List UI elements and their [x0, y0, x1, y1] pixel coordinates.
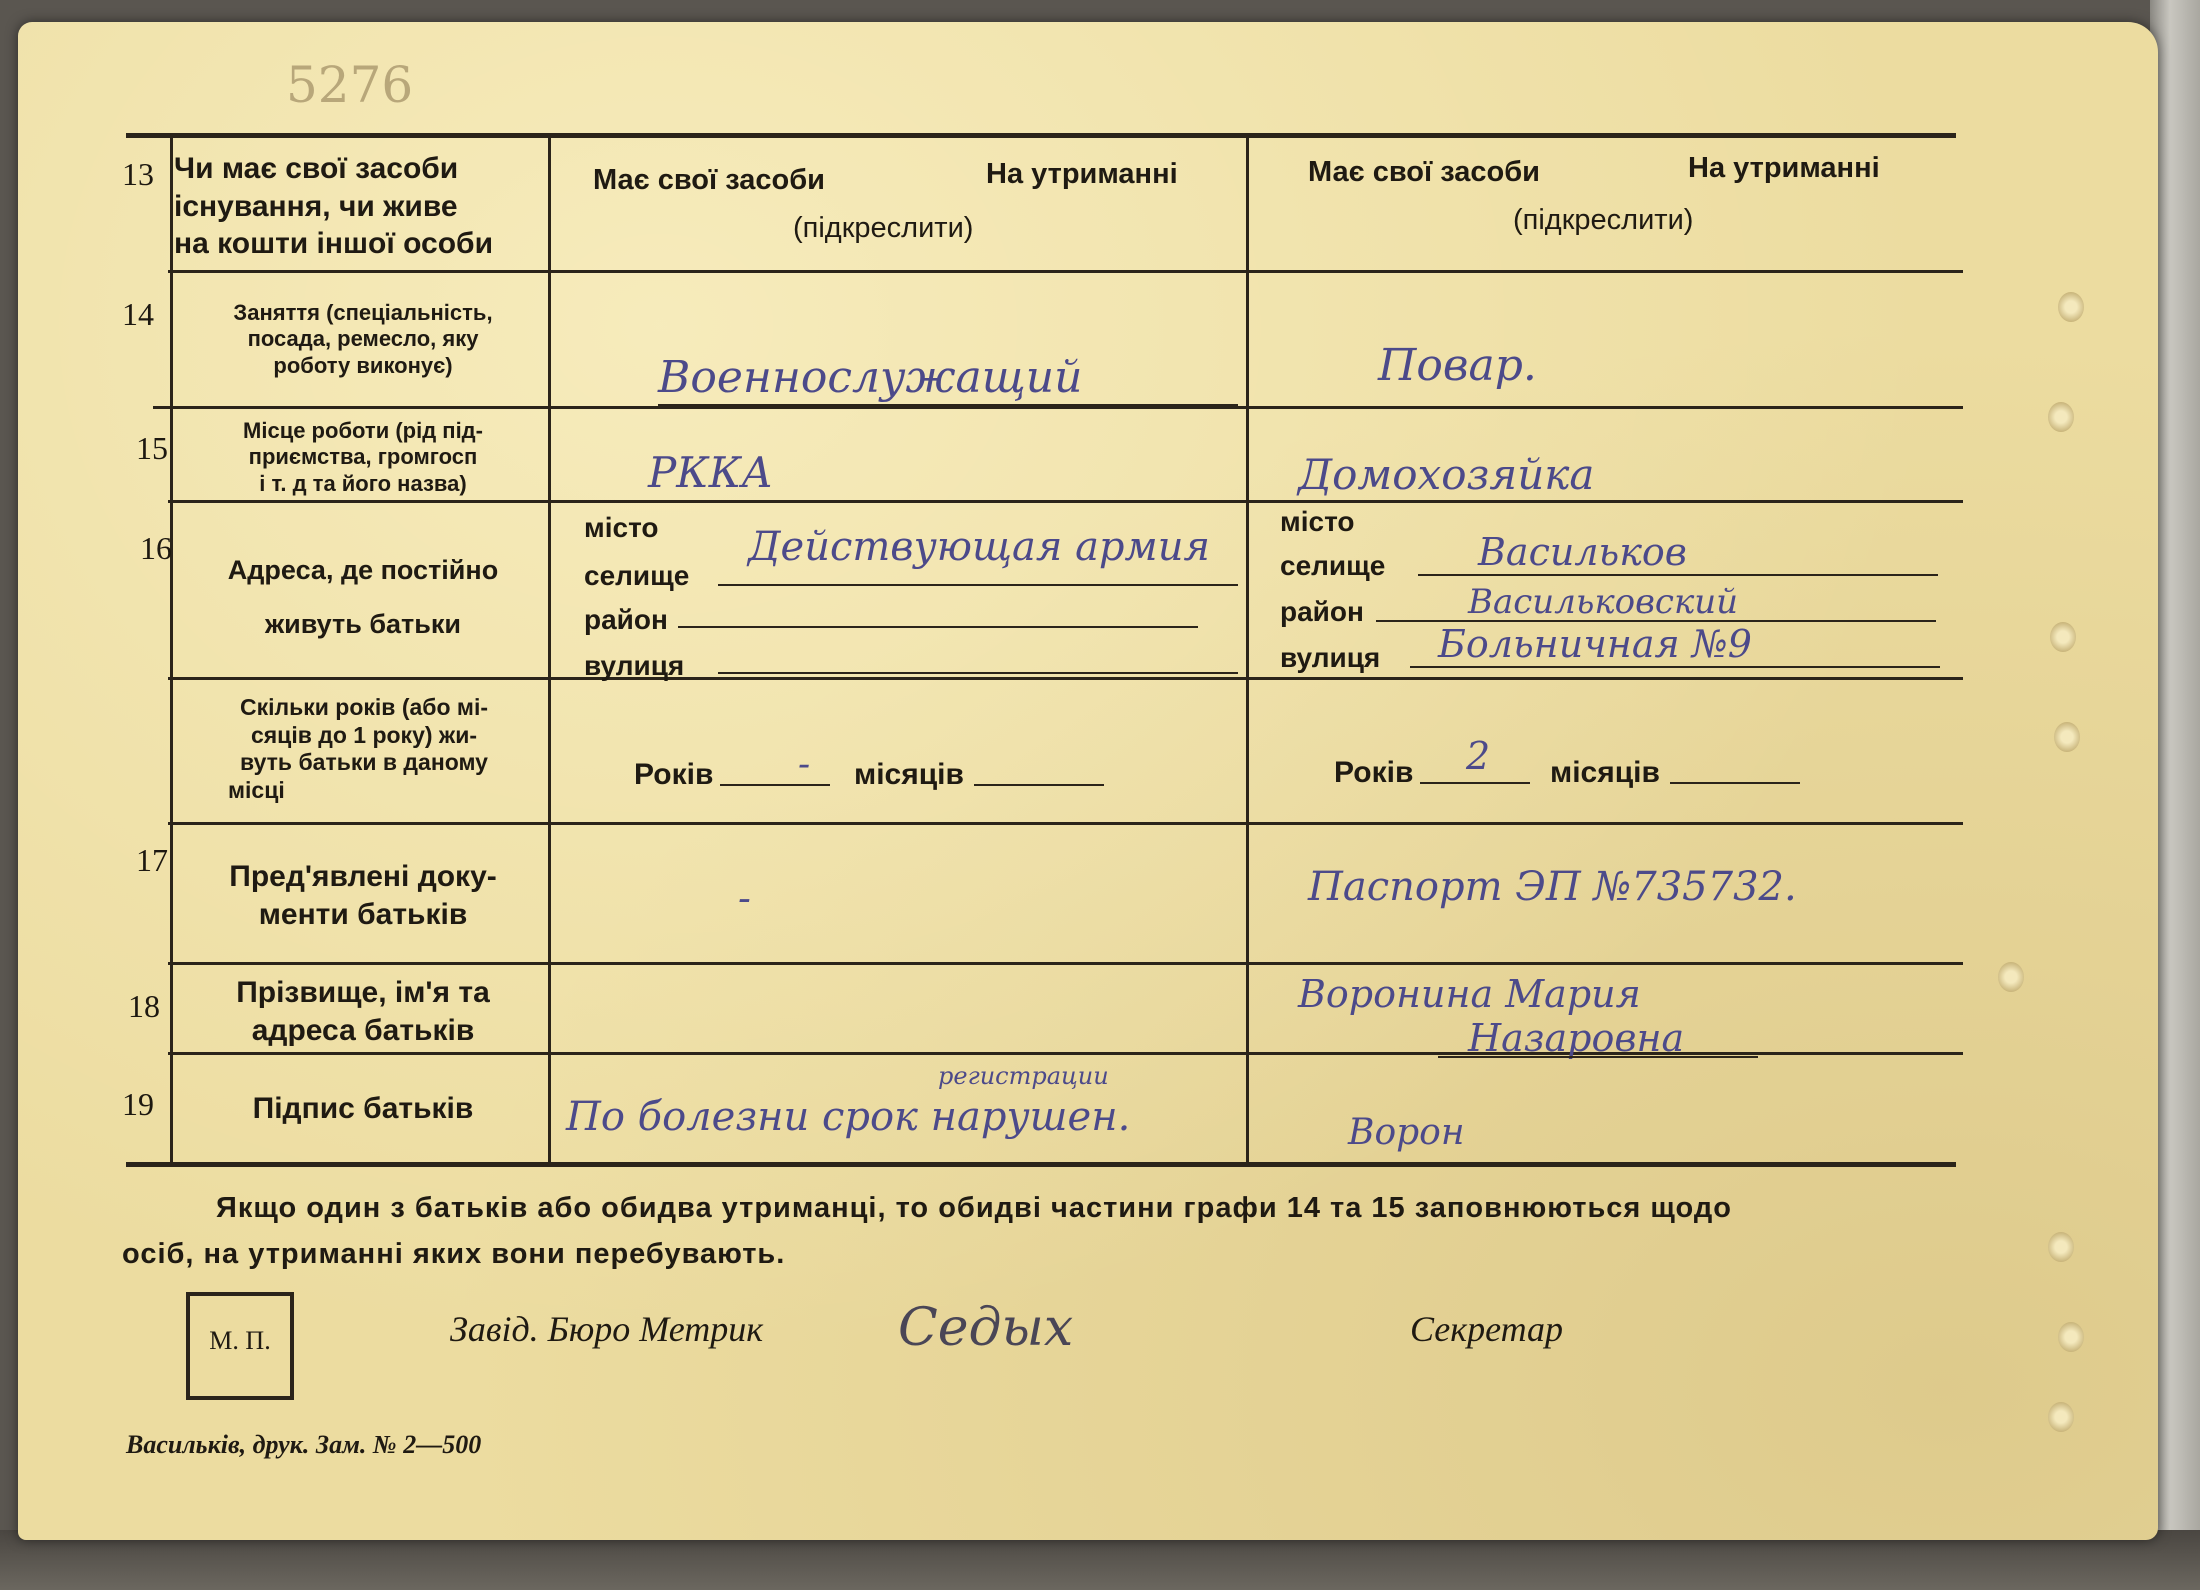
row16b-bottom-line [168, 822, 1963, 825]
binding-hole [2054, 722, 2080, 752]
row16-mother-street-line [1410, 666, 1940, 668]
binding-hole [2050, 622, 2076, 652]
printer-imprint: Васильків, друк. Зам. № 2—500 [126, 1430, 482, 1459]
row16-father-village-line [718, 584, 1238, 586]
mother-column-border [1246, 134, 1249, 1162]
footnote-line-1: Якщо один з батьків або обидва утриманці, то обидві частини графи 14 та 15 заповнюються щодо [216, 1192, 1732, 1224]
row16-father-village-label: селище [584, 560, 690, 591]
archive-mark: 5276 [286, 56, 414, 114]
row16-mother-city-label: місто [1280, 506, 1355, 537]
row18-label: Прізвище, ім'я та адреса батьків [236, 976, 490, 1047]
row16b-mother-years-label: Років [1334, 756, 1414, 789]
row13-number: 13 [122, 156, 154, 192]
stamp-box [186, 1292, 294, 1400]
row16-mother-district: Васильковский [1468, 582, 1739, 622]
row16-mother-village-line [1418, 574, 1938, 576]
binding-hole [2058, 1322, 2084, 1352]
row17-number: 17 [136, 842, 168, 878]
binding-hole [2048, 1232, 2074, 1262]
row14-bottom-line [153, 406, 1963, 409]
row16b-mother-years-line [1420, 782, 1530, 784]
row16b-father-months-line [974, 784, 1104, 786]
row16b-father-years-label: Років [634, 758, 714, 791]
row16b-father-months-label: місяців [854, 758, 964, 791]
head-of-registry-signature: Седых [898, 1298, 1074, 1358]
row17-bottom-line [168, 962, 1963, 965]
binding-hole [1998, 962, 2024, 992]
head-of-registry-label: Завід. Бюро Метрик [450, 1309, 764, 1349]
row13-mother-own-means: Має свої засоби [1308, 156, 1540, 188]
father-column-border [548, 134, 551, 1162]
row16-label: Адреса, де постійно живуть батьки [227, 555, 499, 640]
row13-bottom-line [168, 270, 1963, 273]
row14-father-underline [658, 404, 1238, 406]
row17-father-documents: - [738, 876, 751, 920]
row13-mother-underline-note: (підкреслити) [1513, 204, 1694, 236]
row16-mother-district-label: район [1280, 596, 1364, 627]
row13-father-own-means: Має свої засоби [593, 164, 825, 196]
row14-label: Заняття (спеціальність, посада, ремесло, яку роботу виконує) [233, 300, 493, 378]
row15-mother-workplace: Домохозяйка [1298, 450, 1595, 499]
secretary-label: Секретар [1410, 1309, 1564, 1349]
row13-father-dependent: На утриманні [986, 158, 1178, 190]
table-bottom-border [126, 1162, 1956, 1167]
row16b-mother-months-label: місяців [1550, 756, 1660, 789]
row14-father-occupation: Военнослужащий [658, 352, 1083, 403]
row16-mother-village-label: селище [1280, 550, 1386, 581]
row16-father-district-label: район [584, 604, 668, 635]
row19-father-signature: По болезни срок нарушен. [566, 1094, 1131, 1140]
row18-mother-name-line-1: Воронина Мария [1298, 972, 1641, 1016]
table-top-border [126, 133, 1956, 138]
row15-number: 15 [136, 430, 168, 466]
row16-father-district-line [678, 626, 1198, 628]
row18-mother-underline [1438, 1056, 1758, 1058]
row15-father-workplace: РККА [648, 448, 774, 497]
stamp-label: М. П. [209, 1326, 271, 1355]
row15-bottom-line [168, 500, 1963, 503]
row19-label: Підпис батьків [252, 1092, 474, 1125]
row13-mother-dependent: На утриманні [1688, 152, 1880, 184]
row18-bottom-line [168, 1052, 1963, 1055]
row16-mother-street-label: вулиця [1280, 642, 1381, 673]
row16b-mother-months-line [1670, 782, 1800, 784]
row19-father-note: регистрации [938, 1062, 1109, 1090]
row15-label: Місце роботи (рід під- приємства, громгосп і т. д та його назва) [243, 418, 483, 496]
label-column-border [170, 134, 173, 1162]
row18-number: 18 [128, 988, 160, 1024]
row13-label: Чи має свої засоби існування, чи живе на кошти іншої особи [174, 152, 494, 260]
row16-mother-village: Васильков [1478, 530, 1687, 574]
row16-number: 16 [140, 530, 172, 566]
row14-number: 14 [122, 296, 154, 332]
row16-bottom-line [168, 677, 1963, 680]
row16-father-city-label: місто [584, 512, 659, 543]
row16b-father-years-line [720, 784, 830, 786]
row19-mother-signature: Ворон [1348, 1112, 1465, 1153]
row17-mother-documents: Паспорт ЭП №735732. [1308, 864, 1797, 910]
binding-hole [2048, 402, 2074, 432]
row16b-mother-years: 2 [1466, 734, 1491, 778]
footnote-line-2: осіб, на утриманні яких вони перебувають. [122, 1238, 786, 1270]
row16-mother-street: Больничная №9 [1438, 622, 1752, 666]
row14-mother-occupation: Повар. [1378, 340, 1537, 391]
row17-label: Пред'явлені доку- менти батьків [229, 860, 497, 931]
row16-father-street-label: вулиця [584, 650, 685, 681]
row13-father-underline-note: (підкреслити) [793, 212, 974, 244]
row18-mother-name-line-2: Назаровна [1468, 1016, 1685, 1060]
row16-father-street-line [718, 672, 1238, 674]
row16b-label: Скільки років (або мі- сяців до 1 року) жи- вуть батьки в даному місці [228, 694, 488, 803]
row19-number: 19 [122, 1086, 154, 1122]
binding-hole [2058, 292, 2084, 322]
binding-hole [2048, 1402, 2074, 1432]
row16-father-village: Действующая армия [748, 524, 1210, 570]
row16b-father-years: - [798, 744, 811, 785]
document-page [18, 22, 2158, 1540]
